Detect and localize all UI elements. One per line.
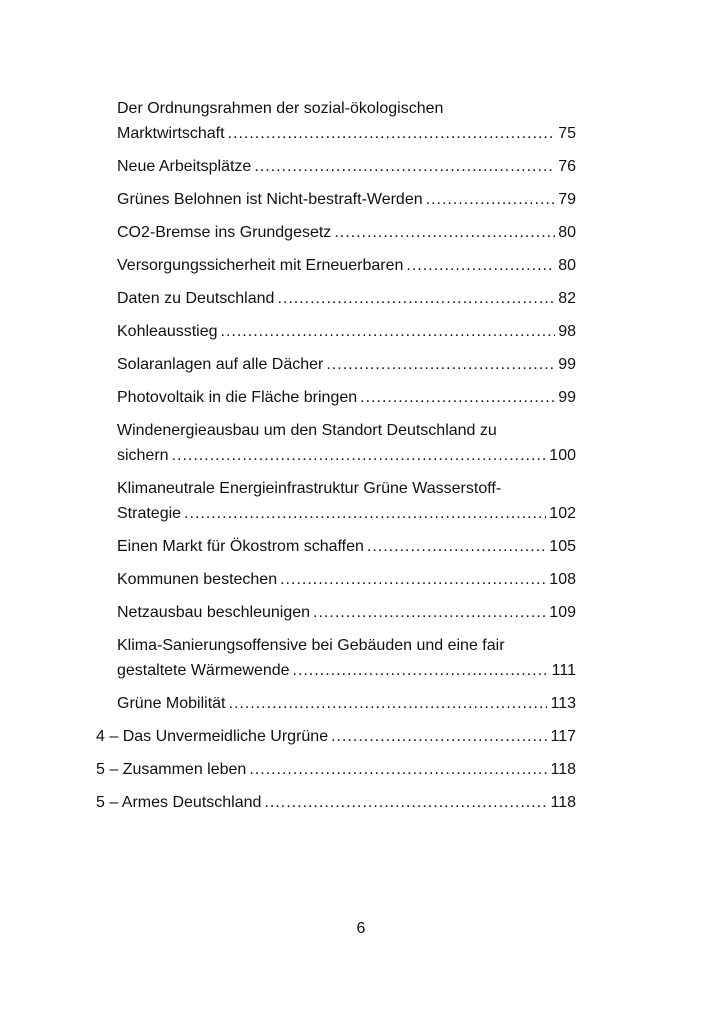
- dot-leader: [264, 790, 547, 815]
- dot-leader: [254, 154, 555, 179]
- toc-entry-line: [96, 790, 576, 815]
- dot-leader: [293, 658, 549, 683]
- toc-entry[interactable]: [96, 633, 576, 683]
- toc-entry[interactable]: [96, 352, 576, 377]
- dot-leader: [367, 534, 546, 559]
- toc-page-number: 98: [558, 323, 576, 340]
- toc-entry-title: Grünes Belohnen ist Nicht-bestraft-Werden: [117, 191, 423, 208]
- toc-entry[interactable]: [96, 220, 576, 245]
- toc-entry-line: [117, 187, 576, 212]
- toc-entry-title: 4 – Das Unvermeidliche Urgrüne: [96, 728, 329, 745]
- toc-page-number: 75: [558, 125, 576, 142]
- dot-leader: [228, 121, 556, 146]
- dot-leader: [184, 501, 546, 526]
- dot-leader: [221, 319, 556, 344]
- dot-leader: [406, 253, 555, 278]
- toc-entry-line: [117, 220, 576, 245]
- toc-entry-title-line: Klima-Sanierungsoffensive bei Gebäuden und eine fair: [117, 637, 505, 654]
- toc-entry-title: Neue Arbeitsplätze: [117, 158, 252, 175]
- toc-entry-title: Photovoltaik in die Fläche bringen: [117, 389, 358, 406]
- toc-entry-line: [117, 121, 576, 146]
- toc-entry-line: [117, 253, 576, 278]
- toc-entry[interactable]: [96, 96, 576, 146]
- toc-entry[interactable]: [96, 187, 576, 212]
- toc-entry-title: CO2-Bremse ins Grundgesetz: [117, 224, 332, 241]
- toc-entry[interactable]: [96, 724, 576, 749]
- toc-entry-title: 5 – Zusammen leben: [96, 761, 247, 778]
- toc-page-number: 108: [549, 571, 576, 588]
- toc-entry-title: Solaranlagen auf alle Dächer: [117, 356, 324, 373]
- toc-page-number: 100: [549, 447, 576, 464]
- toc-entry[interactable]: [96, 691, 576, 716]
- toc-page-number: 99: [558, 356, 576, 373]
- toc-entry-line: [117, 443, 576, 468]
- toc-entry-title: Marktwirtschaft: [117, 125, 225, 142]
- toc-entry[interactable]: [96, 253, 576, 278]
- toc-entry[interactable]: [96, 286, 576, 311]
- toc-entry-line: [117, 567, 576, 592]
- toc-entry[interactable]: [96, 418, 576, 468]
- dot-leader: [326, 352, 555, 377]
- dot-leader: [426, 187, 556, 212]
- dot-leader: [280, 567, 546, 592]
- dot-leader: [360, 385, 555, 410]
- toc-entry-line: [96, 757, 576, 782]
- toc-entry[interactable]: [96, 476, 576, 526]
- toc-page-number: 113: [550, 695, 576, 712]
- dot-leader: [331, 724, 547, 749]
- toc-page-number: 82: [558, 290, 576, 307]
- toc-entry-line: [117, 600, 576, 625]
- toc-entry-title: sichern: [117, 447, 169, 464]
- dot-leader: [313, 600, 546, 625]
- toc-entry-title: Grüne Mobilität: [117, 695, 226, 712]
- toc-page-number: 117: [550, 728, 576, 745]
- toc-entry-title: Netzausbau beschleunigen: [117, 604, 311, 621]
- toc-entry[interactable]: [96, 757, 576, 782]
- toc-entry-title-line: Der Ordnungsrahmen der sozial-ökologischen: [117, 100, 444, 117]
- dot-leader: [229, 691, 548, 716]
- toc-entry-title-line: Windenergieausbau um den Standort Deutschland zu: [117, 422, 497, 439]
- toc-entry-title: Einen Markt für Ökostrom schaffen: [117, 538, 364, 555]
- toc-entry-line: [117, 352, 576, 377]
- page-number: 6: [356, 920, 366, 937]
- toc-entry-line: [117, 534, 576, 559]
- toc-entry[interactable]: [96, 385, 576, 410]
- toc-page-number: 99: [558, 389, 576, 406]
- dot-leader: [277, 286, 555, 311]
- toc-entry-line: [117, 501, 576, 526]
- toc-page-number: 80: [558, 257, 576, 274]
- toc-entry-title: Kommunen bestechen: [117, 571, 278, 588]
- toc-entry[interactable]: [96, 567, 576, 592]
- dot-leader: [334, 220, 555, 245]
- toc-page-number: 102: [549, 505, 576, 522]
- toc-entry-title: Kohleausstieg: [117, 323, 218, 340]
- toc-entry[interactable]: [96, 790, 576, 815]
- toc-entry-title-line: Klimaneutrale Energieinfrastruktur Grüne Wasserstoff-: [117, 480, 502, 497]
- table-of-contents: [96, 96, 576, 823]
- dot-leader: [249, 757, 547, 782]
- toc-entry-line: [117, 319, 576, 344]
- toc-entry-line: [117, 154, 576, 179]
- toc-page-number: 80: [558, 224, 576, 241]
- toc-entry[interactable]: [96, 319, 576, 344]
- dot-leader: [172, 443, 547, 468]
- toc-entry-line: [117, 385, 576, 410]
- toc-entry-title: Strategie: [117, 505, 182, 522]
- toc-entry-line: [117, 658, 576, 683]
- toc-entry-line: [96, 724, 576, 749]
- toc-page-number: 109: [549, 604, 576, 621]
- toc-page-number: 105: [549, 538, 576, 555]
- toc-entry-title: Daten zu Deutschland: [117, 290, 275, 307]
- toc-page-number: 111: [551, 662, 576, 679]
- toc-page-number: 118: [550, 761, 576, 778]
- toc-page-number: 118: [550, 794, 576, 811]
- toc-entry-line: [117, 691, 576, 716]
- toc-entry[interactable]: [96, 534, 576, 559]
- toc-entry[interactable]: [96, 600, 576, 625]
- toc-entry-title: 5 – Armes Deutschland: [96, 794, 262, 811]
- toc-entry-title: gestaltete Wärmewende: [117, 662, 290, 679]
- toc-entry[interactable]: [96, 154, 576, 179]
- toc-entry-title: Versorgungssicherheit mit Erneuerbaren: [117, 257, 404, 274]
- toc-page-number: 79: [558, 191, 576, 208]
- toc-entry-line: [117, 286, 576, 311]
- toc-page-number: 76: [558, 158, 576, 175]
